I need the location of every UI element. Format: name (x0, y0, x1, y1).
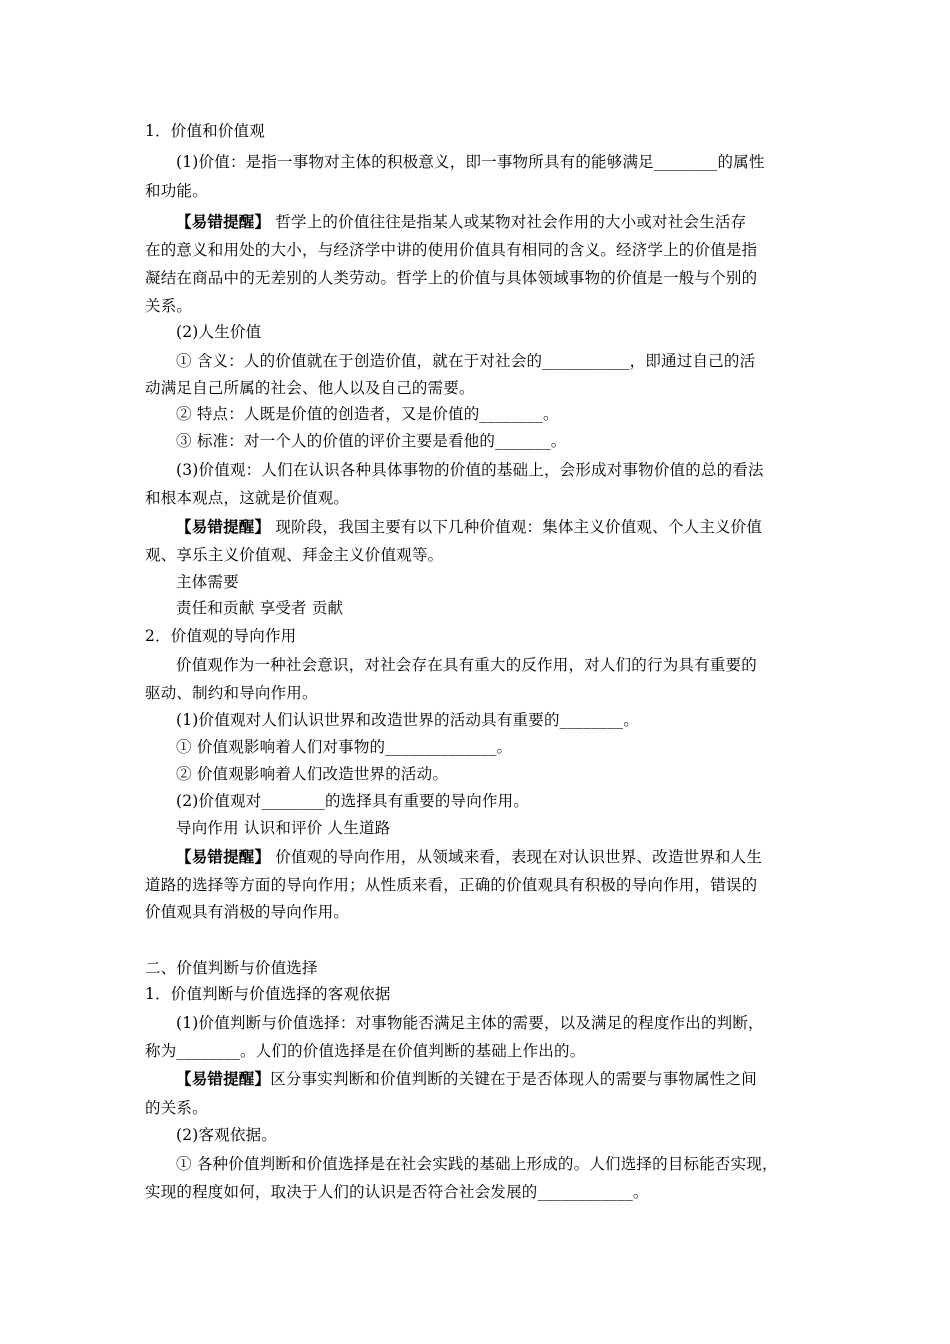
paragraph-line: 价值观具有消极的导向作用。 (145, 903, 350, 921)
paragraph-line: (2)价值观对________的选择具有重要的导向作用。 (176, 792, 530, 810)
paragraph-line: 和功能。 (145, 182, 208, 200)
tip-text: 区分事实判断和价值判断的关键在于是否体现人的需要与事物属性之间 (270, 1070, 757, 1088)
tip-line (176, 847, 762, 867)
paragraph-line: 观、享乐主义价值观、拜金主义价值观等。 (145, 546, 444, 564)
heading-values: 1．价值和价值观 (145, 122, 265, 140)
subheading-life-value: (2)人生价值 (176, 323, 262, 341)
paragraph-line: 道路的选择等方面的导向作用；从性质来看，正确的价值观具有积极的导向作用，错误的 (145, 876, 758, 894)
tip-line (176, 1069, 757, 1089)
tip-label: 【易错提醒】 (176, 517, 271, 536)
tip-text: 现阶段，我国主要有以下几种价值观：集体主义价值观、个人主义价值 (270, 518, 763, 536)
subheading-objective-basis: (2)客观依据。 (176, 1126, 278, 1144)
answer-line: 导向作用 认识和评价 人生道路 (176, 819, 391, 837)
tip-line (176, 517, 762, 537)
tip-text: 哲学上的价值往往是指某人或某物对社会作用的大小或对社会生活存 (270, 213, 747, 231)
paragraph-line: (1)价值判断与价值选择：对事物能否满足主体的需要，以及满足的程度作出的判断， (176, 1014, 764, 1032)
answer-line: 主体需要 (176, 573, 239, 591)
paragraph-line: ③ 标准：对一个人的价值的评价主要是看他的_______。 (176, 432, 567, 450)
paragraph-line: 凝结在商品中的无差别的人类劳动。哲学上的价值与具体领域事物的价值是一般与个别的 (145, 269, 758, 287)
tip-label: 【易错提醒】 (176, 847, 271, 866)
tip-label: 【易错提醒】 (176, 1069, 271, 1088)
tip-text: 价值观的导向作用，从领域来看，表现在对认识世界、改造世界和人生 (270, 848, 763, 866)
paragraph-line: 驱动、制约和导向作用。 (145, 684, 318, 702)
tip-line (176, 212, 746, 232)
paragraph-line: 价值观作为一种社会意识，对社会存在具有重大的反作用，对人们的行为具有重要的 (176, 656, 757, 674)
tip-label: 【易错提醒】 (176, 212, 271, 231)
paragraph-line: 和根本观点，这就是价值观。 (145, 489, 350, 507)
paragraph-line: 在的意义和用处的大小，与经济学中讲的使用价值具有相同的含义。经济学上的价值是指 (145, 241, 758, 259)
paragraph-line: 称为________。人们的价值选择是在价值判断的基础上作出的。 (145, 1042, 586, 1060)
paragraph-line: ① 价值观影响着人们对事物的______________。 (176, 738, 513, 756)
heading-basis: 1．价值判断与价值选择的客观依据 (145, 985, 391, 1003)
paragraph-line: (1)价值：是指一事物对主体的积极意义，即一事物所具有的能够满足________的属性 (176, 153, 765, 171)
paragraph-line: 动满足自己所属的社会、他人以及自己的需要。 (145, 379, 475, 397)
section-heading-judgment: 二、价值判断与价值选择 (145, 959, 318, 977)
paragraph-line: ① 各种价值判断和价值选择是在社会实践的基础上形成的。人们选择的目标能否实现， (176, 1155, 778, 1173)
paragraph-line: (1)价值观对人们认识世界和改造世界的活动具有重要的________。 (176, 711, 639, 729)
paragraph-line: 实现的程度如何，取决于人们的认识是否符合社会发展的____________。 (145, 1183, 649, 1201)
paragraph-line: 的关系。 (145, 1099, 208, 1117)
paragraph-line: ① 含义：人的价值就在于创造价值，就在于对社会的___________，即通过自己的活 (176, 352, 756, 370)
paragraph-line: (3)价值观：人们在认识各种具体事物的价值的基础上，会形成对事物价值的总的看法 (176, 461, 764, 479)
paragraph-line: ② 特点：人既是价值的创造者，又是价值的________。 (176, 405, 559, 423)
heading-guidance: 2．价值观的导向作用 (145, 627, 297, 645)
paragraph-line: ② 价值观影响着人们改造世界的活动。 (176, 765, 449, 783)
answer-line: 责任和贡献 享受者 贡献 (176, 599, 344, 617)
paragraph-line: 关系。 (145, 297, 193, 315)
